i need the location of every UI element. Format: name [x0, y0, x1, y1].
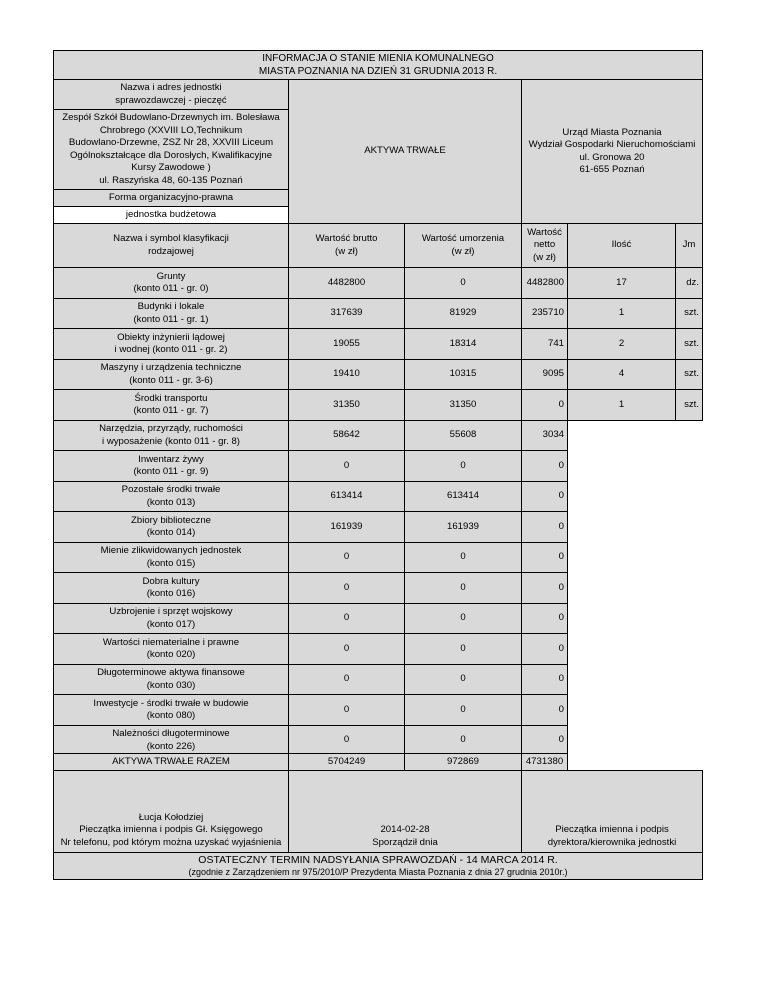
row-depreciation: 0: [404, 725, 522, 756]
row-net: 741: [521, 328, 568, 360]
row-quantity: 1: [567, 389, 676, 421]
col-header-depreciation: Wartość umorzenia (w zł): [404, 223, 522, 268]
row-depreciation: 55608: [404, 420, 522, 451]
row-quantity: 1: [567, 298, 676, 329]
row-net: 0: [521, 664, 568, 695]
row-net: 0: [521, 694, 568, 726]
director-signature: Pieczątka imienna i podpis dyrektora/kierownika jednostki: [521, 770, 703, 853]
col-header-name: Nazwa i symbol klasyfikacji rodzajowej: [53, 223, 289, 268]
row-name: Obiekty inżynierii lądowej i wodnej (konto 011 - gr. 2): [53, 328, 289, 360]
row-gross: 0: [288, 694, 405, 726]
row-gross: 0: [288, 633, 405, 665]
unit-name-label: Nazwa i adres jednostki sprawozdawczej - pieczęć: [53, 79, 289, 110]
row-name: Grunty (konto 011 - gr. 0): [53, 267, 289, 299]
row-net: 0: [521, 389, 568, 421]
row-name: Wartości niematerialne i prawne (konto 020): [53, 633, 289, 665]
report-title: [53, 50, 703, 80]
row-depreciation: 613414: [404, 481, 522, 512]
row-name: Pozostałe środki trwałe (konto 013): [53, 481, 289, 512]
row-depreciation: 31350: [404, 389, 522, 421]
deadline-box: [53, 852, 703, 880]
row-gross: 613414: [288, 481, 405, 512]
row-gross: 317639: [288, 298, 405, 329]
row-depreciation: 18314: [404, 328, 522, 360]
row-net: 9095: [521, 359, 568, 390]
row-gross: 19055: [288, 328, 405, 360]
row-gross: 0: [288, 603, 405, 634]
row-name: Budynki i lokale (konto 011 - gr. 1): [53, 298, 289, 329]
row-gross: 19410: [288, 359, 405, 390]
total-net: 4731380: [521, 753, 568, 771]
row-net: 0: [521, 542, 568, 573]
form-value: jednostka budżetowa: [53, 206, 289, 224]
row-net: 235710: [521, 298, 568, 329]
row-name: Narzędzia, przyrządy, ruchomości i wyposażenie (konto 011 - gr. 8): [53, 420, 289, 451]
row-gross: 0: [288, 450, 405, 482]
row-net: 0: [521, 450, 568, 482]
row-unit: szt.: [675, 298, 703, 329]
row-name: Mienie zlikwidowanych jednostek (konto 015): [53, 542, 289, 573]
section-title: AKTYWA TRWAŁE: [288, 79, 522, 224]
row-depreciation: 0: [404, 694, 522, 726]
title-line-1: INFORMACJA O STANIE MIENIA KOMUNALNEGO: [262, 53, 494, 64]
row-depreciation: 0: [404, 664, 522, 695]
col-header-quantity: Ilość: [567, 223, 676, 268]
row-depreciation: 81929: [404, 298, 522, 329]
accountant-signature: Łucja Kołodziej Pieczątka imienna i podpis Gł. Księgowego Nr telefonu, pod którym można uzyskać wyjaśnienia: [53, 770, 289, 853]
row-gross: 31350: [288, 389, 405, 421]
row-net: 0: [521, 603, 568, 634]
deadline-note: (zgodnie z Zarządzeniem nr 975/2010/P Prezydenta Miasta Poznania z dnia 27 grudnia 2010r.): [188, 867, 568, 877]
row-quantity: 2: [567, 328, 676, 360]
row-name: Zbiory biblioteczne (konto 014): [53, 511, 289, 543]
col-header-gross: Wartość brutto (w zł): [288, 223, 405, 268]
row-unit: szt.: [675, 389, 703, 421]
row-name: Należności długoterminowe (konto 226): [53, 725, 289, 756]
row-gross: 161939: [288, 511, 405, 543]
row-net: 0: [521, 511, 568, 543]
row-quantity: 4: [567, 359, 676, 390]
total-gross: 5704249: [288, 753, 405, 771]
row-net: 0: [521, 481, 568, 512]
form-label: Forma organizacyjno-prawna: [53, 189, 289, 207]
row-depreciation: 161939: [404, 511, 522, 543]
row-gross: 0: [288, 572, 405, 604]
row-name: Uzbrojenie i sprzęt wojskowy (konto 017): [53, 603, 289, 634]
row-depreciation: 0: [404, 603, 522, 634]
row-unit: szt.: [675, 328, 703, 360]
prepared-date: 2014-02-28 Sporządził dnia: [288, 770, 522, 853]
row-net: 4482800: [521, 267, 568, 299]
total-label: AKTYWA TRWAŁE RAZEM: [53, 753, 289, 771]
row-quantity: 17: [567, 267, 676, 299]
row-name: Maszyny i urządzenia techniczne (konto 011 - gr. 3-6): [53, 359, 289, 390]
row-gross: 0: [288, 664, 405, 695]
row-name: Dobra kultury (konto 016): [53, 572, 289, 604]
row-net: 0: [521, 725, 568, 756]
row-name: Środki transportu (konto 011 - gr. 7): [53, 389, 289, 421]
row-depreciation: 0: [404, 633, 522, 665]
row-unit: szt.: [675, 359, 703, 390]
row-depreciation: 0: [404, 450, 522, 482]
row-unit: dz.: [675, 267, 703, 299]
row-gross: 0: [288, 542, 405, 573]
col-header-unit: Jm: [675, 223, 703, 268]
row-depreciation: 0: [404, 572, 522, 604]
row-net: 3034: [521, 420, 568, 451]
row-depreciation: 0: [404, 542, 522, 573]
unit-name-value: Zespół Szkół Budowlano-Drzewnych im. Bolesława Chrobrego (XXVIII LO,Technikum Budowlano-Drzewne, ZSZ Nr 28, XXVIII Liceum Ogólnokształcące dla Dorosłych, Kwalifikacyjne Kursy Zawodowe ) ul. Raszyńska 48, 60-135 Poznań: [53, 109, 289, 190]
row-depreciation: 10315: [404, 359, 522, 390]
row-gross: 58642: [288, 420, 405, 451]
row-net: 0: [521, 633, 568, 665]
row-name: Inwentarz żywy (konto 011 - gr. 9): [53, 450, 289, 482]
row-gross: 4482800: [288, 267, 405, 299]
total-depreciation: 972869: [404, 753, 522, 771]
col-header-net: Wartość netto (w zł): [521, 223, 568, 268]
deadline-text: OSTATECZNY TERMIN NADSYŁANIA SPRAWOZDAŃ - 14 MARCA 2014 R.: [198, 853, 558, 866]
row-name: Długoterminowe aktywa finansowe (konto 030): [53, 664, 289, 695]
title-line-2: MIASTA POZNANIA NA DZIEŃ 31 GRUDNIA 2013 R.: [258, 66, 498, 77]
office-address: Urząd Miasta Poznania Wydział Gospodarki Nieruchomościami ul. Gronowa 20 61-655 Poznań: [521, 79, 703, 224]
row-name: Inwestycje - środki trwałe w budowie (konto 080): [53, 694, 289, 726]
row-depreciation: 0: [404, 267, 522, 299]
row-net: 0: [521, 572, 568, 604]
row-gross: 0: [288, 725, 405, 756]
